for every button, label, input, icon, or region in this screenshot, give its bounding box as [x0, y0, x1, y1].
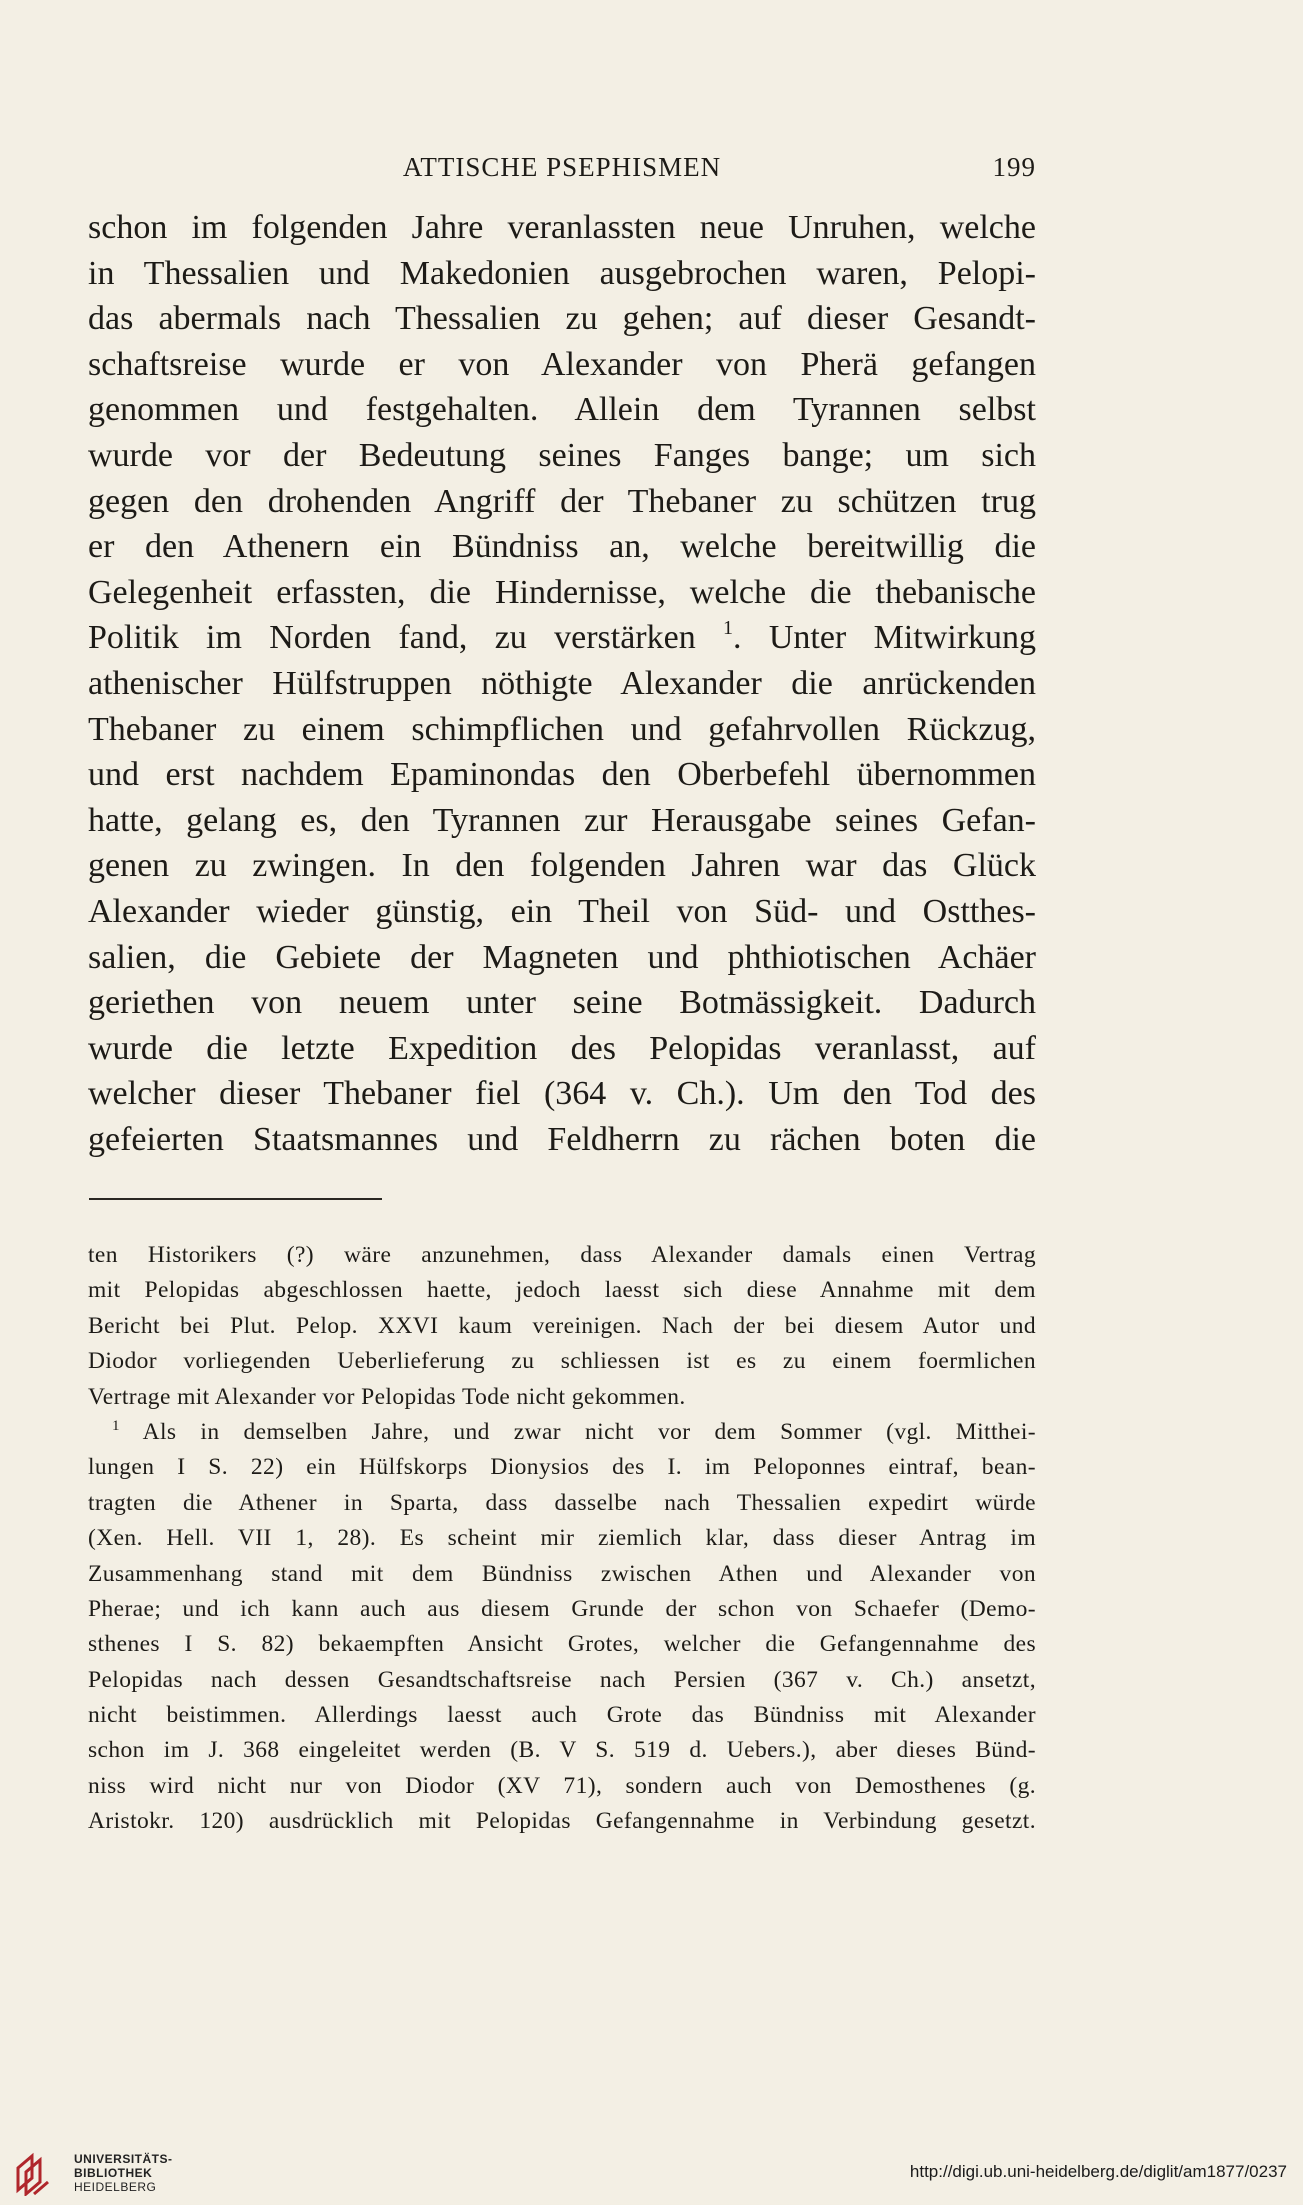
text-line: und erst nachdem Epaminondas den Oberbefehl übernommen — [88, 756, 1036, 794]
footnote-line: mit Pelopidas abgeschlossen haette, jedoch laesst sich diese Annahme mit dem — [88, 1277, 1036, 1304]
text-line: wurde die letzte Expedition des Pelopidas veranlasst, auf — [88, 1029, 1036, 1067]
page-header — [88, 152, 1036, 192]
text-line: salien, die Gebiete der Magneten und phthiotischen Achäer — [88, 938, 1036, 976]
footnote-line: niss wird nicht nur von Diodor (XV 71), sondern auch von Demosthenes (g. — [88, 1772, 1036, 1799]
running-title: ATTISCHE PSEPHISMEN — [402, 152, 722, 182]
text-line: welcher dieser Thebaner fiel (364 v. Ch.). Um den Tod des — [88, 1075, 1036, 1113]
text-line: schon im folgenden Jahre veranlassten neue Unruhen, welche — [88, 209, 1036, 246]
library-logo-icon — [14, 2150, 58, 2196]
text-line: schaftsreise wurde er von Alexander von Pherä gefangen — [88, 345, 1036, 383]
footnote-line: (Xen. Hell. VII 1, 28). Es scheint mir ziemlich klar, dass dieser Antrag im — [88, 1525, 1036, 1552]
text-line: Alexander wieder günstig, ein Theil von Süd- und Ostthes- — [88, 892, 1036, 930]
text-line: athenischer Hülfstruppen nöthigte Alexander die anrückenden — [88, 664, 1036, 702]
footnote-line: Aristokr. 120) ausdrücklich mit Pelopidas Gefangennahme in Verbindung gesetzt. — [88, 1808, 1036, 1835]
footnote-line: Vertrage mit Alexander vor Pelopidas Tode nicht gekommen. — [88, 1383, 686, 1410]
footnote-line: sthenes I S. 82) bekaempften Ansicht Grotes, welcher die Gefangennahme des — [88, 1631, 1036, 1658]
main-text-body — [88, 205, 1036, 1162]
text-line: gegen den drohenden Angriff der Thebaner zu schützen trug — [88, 482, 1036, 520]
text-line: Thebaner zu einem schimpflichen und gefahrvollen Rückzug, — [88, 710, 1036, 748]
text-line-with-footnote — [88, 615, 1036, 661]
footnote-line: ten Historikers (?) wäre anzunehmen, dass Alexander damals einen Vertrag — [88, 1242, 1036, 1268]
footnote-line: tragten die Athener in Sparta, dass dasselbe nach Thessalien expedirt würde — [88, 1489, 1036, 1516]
footnote-text: Als in demselben Jahre, und zwar nicht vor dem Sommer (vgl. Mitthei- — [142, 1418, 1037, 1445]
library-name — [74, 2152, 173, 2194]
text-line: er den Athenern ein Bündniss an, welche bereitwillig die — [88, 528, 1036, 566]
library-name-line: BIBLIOTHEK — [74, 2166, 153, 2180]
footnote-line: Pelopidas nach dessen Gesandtschaftsreise nach Persien (367 v. Ch.) ansetzt, — [88, 1666, 1036, 1693]
footnote-line: nicht beistimmen. Allerdings laesst auch Grote das Bündniss mit Alexander — [88, 1702, 1036, 1729]
footnote-line: Diodor vorliegenden Ueberlieferung zu schliessen ist es zu einem foermlichen — [88, 1348, 1036, 1375]
text-line: wurde vor der Bedeutung seines Fanges bange; um sich — [88, 436, 1036, 474]
library-name-line: HEIDELBERG — [74, 2180, 157, 2194]
footnote-line: Bericht bei Plut. Pelop. XXVI kaum vereinigen. Nach der bei diesem Autor und — [88, 1312, 1036, 1339]
footnote-line-numbered — [88, 1415, 1036, 1450]
text-segment: . Unter Mitwirkung — [733, 619, 1037, 657]
text-segment: Politik im Norden fand, zu verstärken — [88, 619, 696, 657]
footnote-line: Pherae; und ich kann auch aus diesem Grunde der schon von Schaefer (Demo- — [88, 1595, 1036, 1622]
footnotes-section — [88, 1238, 1036, 1840]
library-name-line: UNIVERSITÄTS- — [74, 2152, 173, 2166]
library-logo[interactable] — [14, 2150, 204, 2200]
footnote-reference[interactable]: 1 — [723, 617, 734, 640]
footnote-line: schon im J. 368 eingeleitet werden (B. V S. 519 d. Uebers.), aber dieses Bünd- — [88, 1737, 1036, 1764]
footnote-divider — [89, 1198, 382, 1200]
text-line: Gelegenheit erfassten, die Hindernisse, welche die thebanische — [88, 573, 1036, 611]
text-line: gefeierten Staatsmannes und Feldherrn zu rächen boten die — [88, 1120, 1036, 1158]
text-line: geriethen von neuem unter seine Botmässigkeit. Dadurch — [88, 984, 1036, 1022]
page-number: 199 — [992, 152, 1036, 182]
source-url[interactable]: http://digi.ub.uni-heidelberg.de/diglit/am1877/0237 — [909, 2162, 1287, 2181]
footnote-line: Zusammenhang stand mit dem Bündniss zwischen Athen und Alexander von — [88, 1560, 1036, 1587]
text-line: genen zu zwingen. In den folgenden Jahren war das Glück — [88, 847, 1036, 885]
footnote-line: lungen I S. 22) ein Hülfskorps Dionysios des I. im Peloponnes eintraf, bean- — [88, 1454, 1036, 1481]
footnote-number: 1 — [112, 1417, 120, 1434]
text-line: hatte, gelang es, den Tyrannen zur Herausgabe seines Gefan- — [88, 801, 1036, 839]
text-line: das abermals nach Thessalien zu gehen; auf dieser Gesandt- — [88, 300, 1036, 338]
text-line: genommen und festgehalten. Allein dem Tyrannen selbst — [88, 391, 1036, 429]
text-line: in Thessalien und Makedonien ausgebrochen waren, Pelopi- — [88, 254, 1036, 292]
